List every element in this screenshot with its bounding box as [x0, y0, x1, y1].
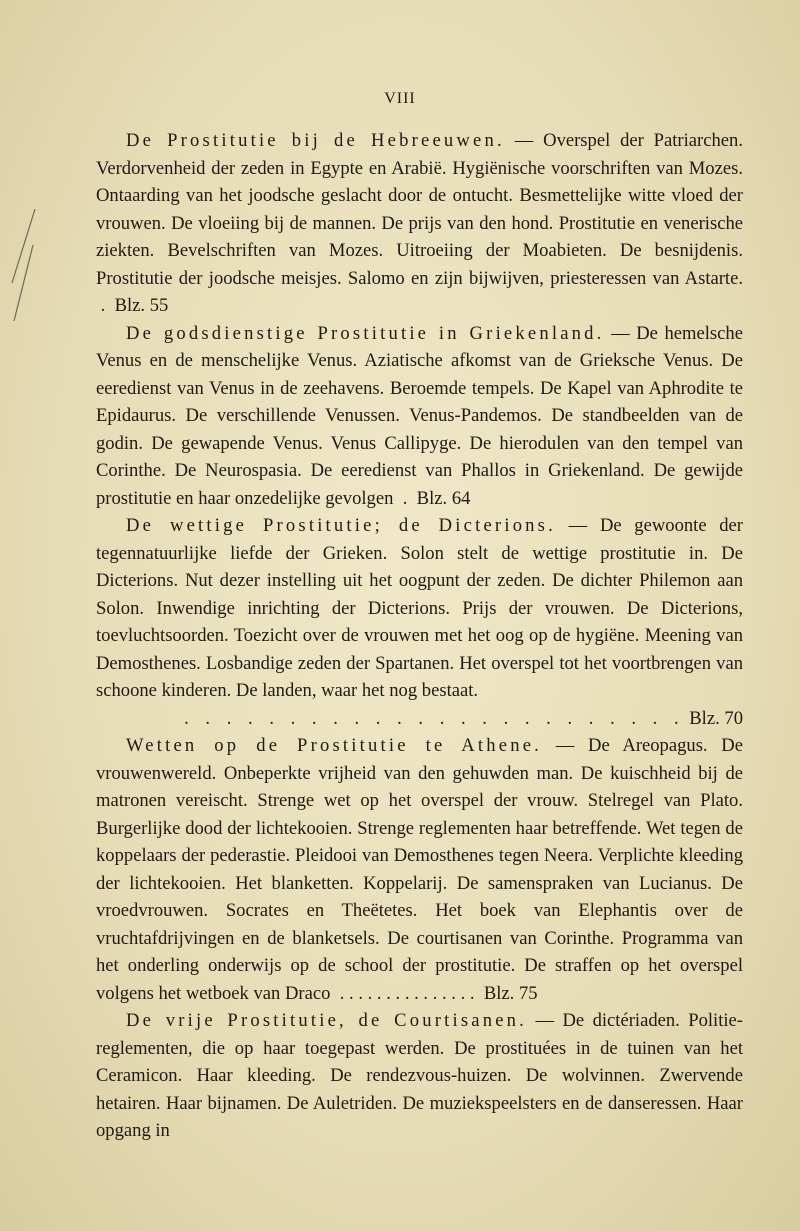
page-label: Blz.	[114, 295, 146, 316]
page-reference	[398, 488, 470, 509]
toc-entry-athene	[96, 732, 743, 1007]
toc-entry-griekenland	[96, 320, 743, 513]
leader-dots: .	[402, 487, 408, 509]
page-value: 55	[149, 295, 169, 316]
toc-entry-dicterions	[96, 512, 743, 732]
entry-title: Wetten op de Prostitutie te Athene.	[126, 735, 543, 756]
table-of-contents	[96, 127, 743, 1145]
leader-dots: . . . . . . . . . . . . . . .	[339, 982, 475, 1004]
page-number: VIII	[384, 90, 416, 107]
page-reference	[335, 983, 538, 1004]
leader-dots: . . . . . . . . . . . . . . . . . . . . . . . .	[184, 707, 685, 729]
entry-body: De dictériaden. Politie-reglementen, die op haar toegepast werden. De prostituées in de tuinen van het Ceramicon. Haar kleeding. De rendezvous-huizen. De wolvinnen. Zwervende hetairen. Haar bijnamen. De Auletriden. De muziekspeelsters en de danseressen. Haar opgang in	[96, 1010, 744, 1141]
toc-entry-courtisanen	[96, 1007, 743, 1145]
entry-body: De gewoonte der tegennatuurlijke liefde der Grieken. Solon stelt de wettige prostitutie in. De Dicterions. Nut dezer instelling uit het oogpunt der zeden. De dichter Philemon aan Solon. Inwendige inrichting der Dicterions. Prijs der vrouwen. De Dicterions, toevluchtsoorden. Toezicht over de vrouwen met het oog op de hygiëne. Meening van Demosthenes. Losbandige zeden der Spartanen. Het overspel tot het voortbrengen van schoone kinderen. De landen, waar het nog bestaat.	[96, 515, 743, 701]
page-label: Blz.	[689, 707, 720, 729]
entry-title: De Prostitutie bij de Hebreeuwen.	[126, 130, 505, 151]
entry-dash: —	[535, 1010, 563, 1031]
entry-title: De wettige Prostitutie; de Dicterions.	[126, 515, 556, 536]
pencil-margin-mark	[8, 205, 38, 325]
entry-dash: —	[555, 735, 589, 756]
entry-body: Overspel der Patriarchen. Verdorvenheid der zeden in Egypte en Arabië. Hygiënische voorschriften van Mozes. Ontaarding van het joodsche geslacht door de ontucht. Besmettelijke witte vloed der vrouwen. De vloeiing bij de mannen. De prijs van den hond. Prostitutie en venerische ziekten. Bevelschriften van Mozes. Uitroeiing der Moabieten. De besnijdenis. Prostitutie der joodsche meisjes. Salomo en zijn bijwijven, priesteressen van Astarte.	[96, 130, 743, 289]
page-value: 75	[518, 982, 538, 1004]
page-label: Blz.	[416, 487, 448, 509]
page-value: 70	[724, 707, 743, 729]
entry-dash: —	[514, 130, 544, 151]
entry-title: De godsdienstige Prostitutie in Griekenland.	[126, 322, 605, 344]
page-label: Blz.	[483, 982, 515, 1004]
entry-title: De vrije Prostitutie, de Courtisanen.	[126, 1010, 528, 1031]
entry-body: De hemelsche Venus en de menschelijke Venus. Aziatische afkomst van de Grieksche Venus. De eeredienst van Venus in de zeehavens. Beroemde tempels. De Kapel van Aphrodite te Epidaurus. De verschillende Venussen. Venus-Pandemos. De standbeelden van de godin. De gewapende Venus. Venus Callipyge. De hierodulen van den tempel van Corinthe. De Neurospasia. De eeredienst van Phallos in Griekenland. De gewijde prostitutie en haar onzedelijke gevolgen	[96, 322, 743, 509]
page-value: 64	[451, 487, 471, 509]
leader-dots: .	[100, 295, 106, 316]
entry-dash: —	[568, 515, 600, 536]
page-reference	[96, 705, 743, 733]
entry-body: De Areopagus. De vrouwenwereld. Onbeperkte vrijheid van den gehuwden man. De kuischheid bij de matronen vereischt. Strenge wet op het overspel der vrouw. Stelregel van Plato. Burgerlijke dood der lichtekooien. Strenge reglementen haar betreffende. Wet tegen de koppelaars der pederastie. Pleidooi van Demosthenes tegen Neera. Verplichte kleeding der lichtekooien. Het blanketten. Koppelarij. De samenspraken van Lucianus. De vroedvrouwen. Socrates en Theëtetes. Het boek van Elephantis over de vruchtafdrijvingen en de blanketsels. De courtisanen van Corinthe. Programma van het onderling onderwijs op de school der prostitutie. De straffen op het overspel volgens het wetboek van Draco	[96, 735, 743, 1004]
entry-dash: —	[611, 322, 637, 344]
page-reference	[96, 295, 168, 316]
toc-entry-hebreeuwen	[96, 127, 743, 320]
